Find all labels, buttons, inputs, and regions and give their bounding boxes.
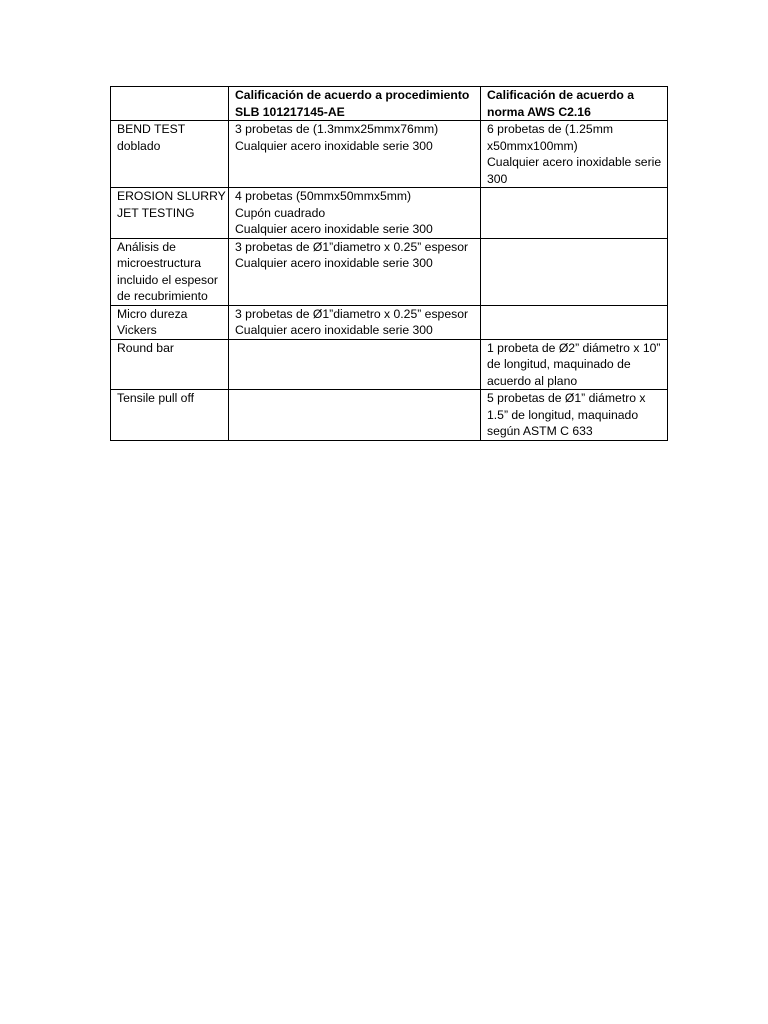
procedure-cell [229,339,481,390]
aws-cell [481,339,668,390]
procedure-line: 3 probetas de Ø1”diametro x 0.25” espesor [235,306,469,321]
test-name-cell: Tensile pull off [111,390,229,441]
test-name-cell: Micro dureza Vickers [111,305,229,339]
procedure-line: Cualquier acero inoxidable serie 300 [235,222,433,236]
procedure-line: 3 probetas de (1.3mmx25mmx76mm) [235,122,439,136]
procedure-line: Cualquier acero inoxidable serie 300 [235,138,433,153]
aws-line: 5 probetas de Ø1” diámetro x 1.5” de longitud, maquinado según ASTM C 633 [487,391,646,438]
procedure-cell [229,390,481,441]
aws-line: 1 probeta de Ø2” diámetro x 10” de longitud, maquinado de acuerdo al plano [487,340,661,388]
aws-cell [481,390,668,441]
aws-cell [481,121,668,188]
test-name-cell: EROSION SLURRY JET TESTING [111,188,229,239]
procedure-cell [229,121,481,188]
procedure-line: Cupón cuadrado [235,205,326,220]
aws-line: Cualquier acero inoxidable serie 300 [487,155,662,186]
table-row [111,339,668,390]
test-name-cell: Round bar [111,339,229,390]
table-header-row [111,87,668,121]
aws-cell [481,238,668,305]
test-name-cell: BEND TEST doblado [111,121,229,188]
table-row [111,390,668,441]
header-aws-cell: Calificación de acuerdo a norma AWS C2.16 [481,87,668,121]
procedure-line: Cualquier acero inoxidable serie 300 [235,323,433,337]
procedure-line: Cualquier acero inoxidable serie 300 [235,256,433,270]
table-row [111,305,668,339]
header-procedure-cell: Calificación de acuerdo a procedimiento SLB 101217145-AE [229,87,481,121]
qualification-table [110,86,668,441]
procedure-cell [229,238,481,305]
aws-line: 6 probetas de (1.25mm x50mmx100mm) [487,122,614,153]
table-row [111,121,668,188]
procedure-cell [229,305,481,339]
aws-cell [481,305,668,339]
aws-cell [481,188,668,239]
test-name-cell: Análisis de microestructura incluido el espesor de recubrimiento [111,238,229,305]
procedure-line: 3 probetas de Ø1”diametro x 0.25” espesor [235,239,469,254]
procedure-line: 4 probetas (50mmx50mmx5mm) [235,189,412,203]
table-row [111,238,668,305]
procedure-cell [229,188,481,239]
table-row [111,188,668,239]
header-test-cell [111,87,229,121]
